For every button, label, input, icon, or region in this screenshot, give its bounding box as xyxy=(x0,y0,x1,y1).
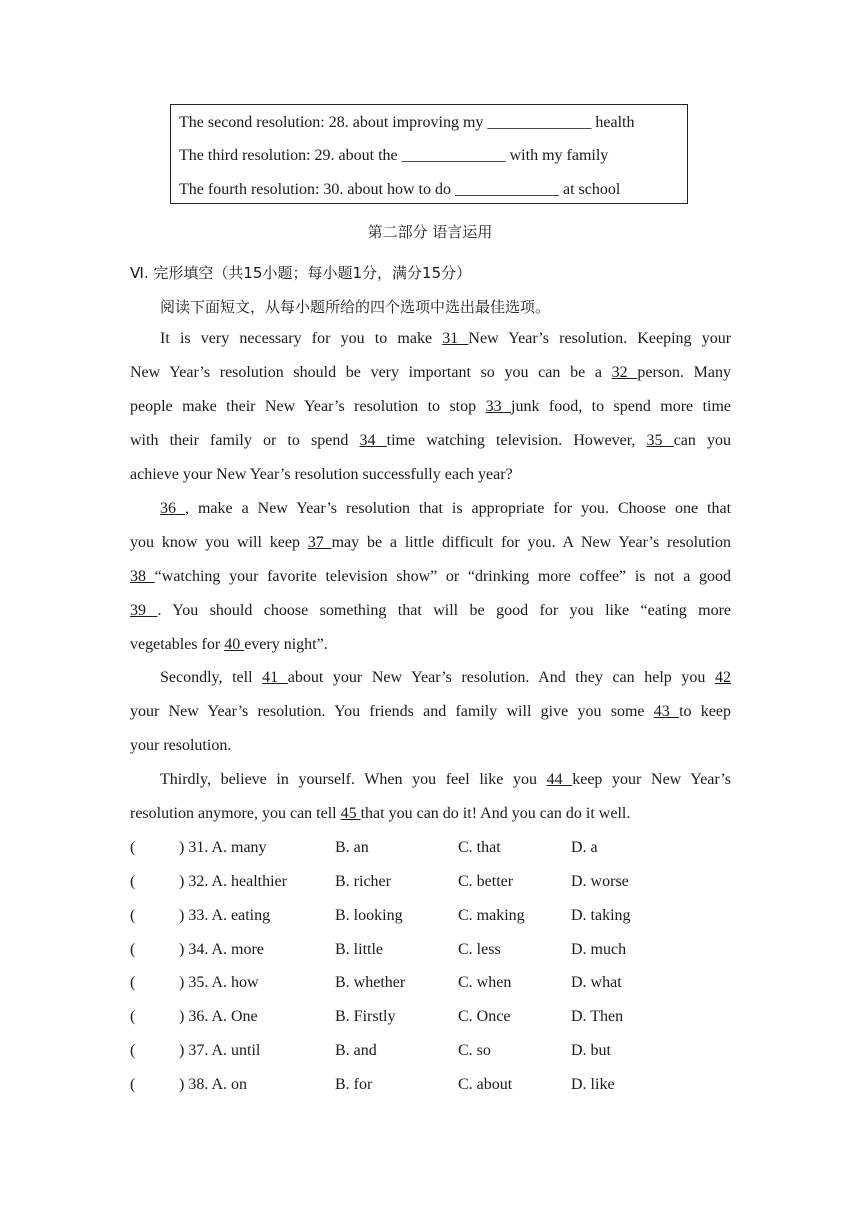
blank-number: 37 xyxy=(307,534,332,551)
passage-line: achieve your New Year’s resolution successfully each year? xyxy=(130,466,513,483)
blank-number: 44 xyxy=(546,771,573,788)
passage-line: resolution anymore, you can tell 45 that you can do it! And you can do it well. xyxy=(130,805,631,822)
option-a: ) 38. A. on xyxy=(179,1076,247,1093)
row-text: The fourth resolution: 30. about how to do xyxy=(179,181,455,198)
passage-line: your resolution. xyxy=(130,737,232,754)
blank-number: 45 xyxy=(340,805,361,822)
passage-line: people make their New Year’s resolution to stop 33 junk food, to spend more time xyxy=(130,398,732,415)
table-row xyxy=(179,147,608,165)
blank-line: _____________ xyxy=(401,147,506,164)
option-c: C. when xyxy=(458,974,512,991)
option-d: D. but xyxy=(571,1042,611,1059)
passage-line: your New Year’s resolution. You friends and family will give you some 43 to keep xyxy=(130,703,731,720)
option-c: C. Once xyxy=(458,1008,511,1025)
option-a: ) 36. A. One xyxy=(179,1008,258,1025)
passage-line: Secondly, tell 41 about your New Year’s resolution. And they can help you 42 xyxy=(160,669,732,686)
option-d: D. a xyxy=(571,839,598,856)
blank-number: 38 xyxy=(130,568,155,585)
resolution-table xyxy=(170,104,688,204)
blank-line: _____________ xyxy=(487,114,592,131)
option-c: C. so xyxy=(458,1042,491,1059)
passage-line: 36 , make a New Year’s resolution that is appropriate for you. Choose one that xyxy=(160,500,732,517)
option-d: D. taking xyxy=(571,907,631,924)
answer-paren: ( xyxy=(130,974,136,991)
section-instruction: 阅读下面短文，从每小题所给的四个选项中选出最佳选项。 xyxy=(160,298,551,316)
option-b: B. little xyxy=(335,941,383,958)
blank-number: 33 xyxy=(485,398,511,415)
blank-number: 31 xyxy=(442,330,469,347)
section-numeral: Ⅵ. xyxy=(130,264,149,282)
passage-line: Thirdly, believe in yourself. When you feel like you 44 keep your New Year’s xyxy=(160,771,732,788)
row-text: The third resolution: 29. about the xyxy=(179,147,402,164)
option-d: D. worse xyxy=(571,873,629,890)
passage-line: vegetables for 40 every night”. xyxy=(130,636,328,653)
blank-number: 41 xyxy=(262,669,288,686)
option-b: B. an xyxy=(335,839,369,856)
option-c: C. less xyxy=(458,941,501,958)
blank-number: 35 xyxy=(646,432,674,449)
option-c: C. that xyxy=(458,839,501,856)
option-a: ) 33. A. eating xyxy=(179,907,271,924)
blank-number: 43 xyxy=(653,703,680,720)
blank-number: 42 xyxy=(715,669,732,686)
option-d: D. like xyxy=(571,1076,615,1093)
option-a: ) 35. A. how xyxy=(179,974,259,991)
option-b: B. and xyxy=(335,1042,377,1059)
blank-number: 39 xyxy=(130,602,158,619)
passage-line: New Year’s resolution should be very important so you can be a 32 person. Many xyxy=(130,364,732,381)
blank-line: _____________ xyxy=(454,181,559,198)
part-title: 第二部分 语言运用 xyxy=(367,223,493,241)
option-a: ) 37. A. until xyxy=(179,1042,261,1059)
section-heading-text: 完形填空（共15小题；每小题1分，满分15分） xyxy=(153,264,472,282)
blank-number: 40 xyxy=(224,636,245,653)
option-c: C. better xyxy=(458,873,514,890)
option-b: B. looking xyxy=(335,907,403,924)
passage-line: 39 . You should choose something that will be good for you like “eating more xyxy=(130,602,732,619)
answer-paren: ( xyxy=(130,1076,136,1093)
option-b: B. for xyxy=(335,1076,373,1093)
option-b: B. richer xyxy=(335,873,391,890)
section-heading xyxy=(130,262,471,283)
option-d: D. Then xyxy=(571,1008,624,1025)
option-a: ) 31. A. many xyxy=(179,839,267,856)
option-a: ) 32. A. healthier xyxy=(179,873,287,890)
blank-number: 32 xyxy=(611,364,638,381)
row-text: health xyxy=(591,114,635,131)
answer-paren: ( xyxy=(130,1042,136,1059)
option-b: B. Firstly xyxy=(335,1008,396,1025)
option-d: D. much xyxy=(571,941,627,958)
option-d: D. what xyxy=(571,974,622,991)
passage-line: 38 “watching your favorite television show” or “drinking more coffee” is not a good xyxy=(130,568,732,585)
passage-line: you know you will keep 37 may be a little difficult for you. A New Year’s resolution xyxy=(130,534,731,551)
answer-paren: ( xyxy=(130,873,136,890)
option-c: C. about xyxy=(458,1076,513,1093)
table-row xyxy=(179,181,620,199)
answer-paren: ( xyxy=(130,839,136,856)
row-text: with my family xyxy=(505,147,609,164)
row-text: at school xyxy=(558,181,621,198)
blank-number: 36 xyxy=(160,500,185,517)
blank-number: 34 xyxy=(359,432,387,449)
option-a: ) 34. A. more xyxy=(179,941,264,958)
answer-paren: ( xyxy=(130,1008,136,1025)
table-row xyxy=(179,114,635,132)
answer-paren: ( xyxy=(130,907,136,924)
answer-paren: ( xyxy=(130,941,136,958)
passage-line: with their family or to spend 34 time watching television. However, 35 can you xyxy=(130,432,732,449)
row-text: The second resolution: 28. about improving my xyxy=(179,114,488,131)
option-c: C. making xyxy=(458,907,525,924)
passage-line: It is very necessary for you to make 31 New Year’s resolution. Keeping your xyxy=(160,330,732,347)
option-b: B. whether xyxy=(335,974,406,991)
